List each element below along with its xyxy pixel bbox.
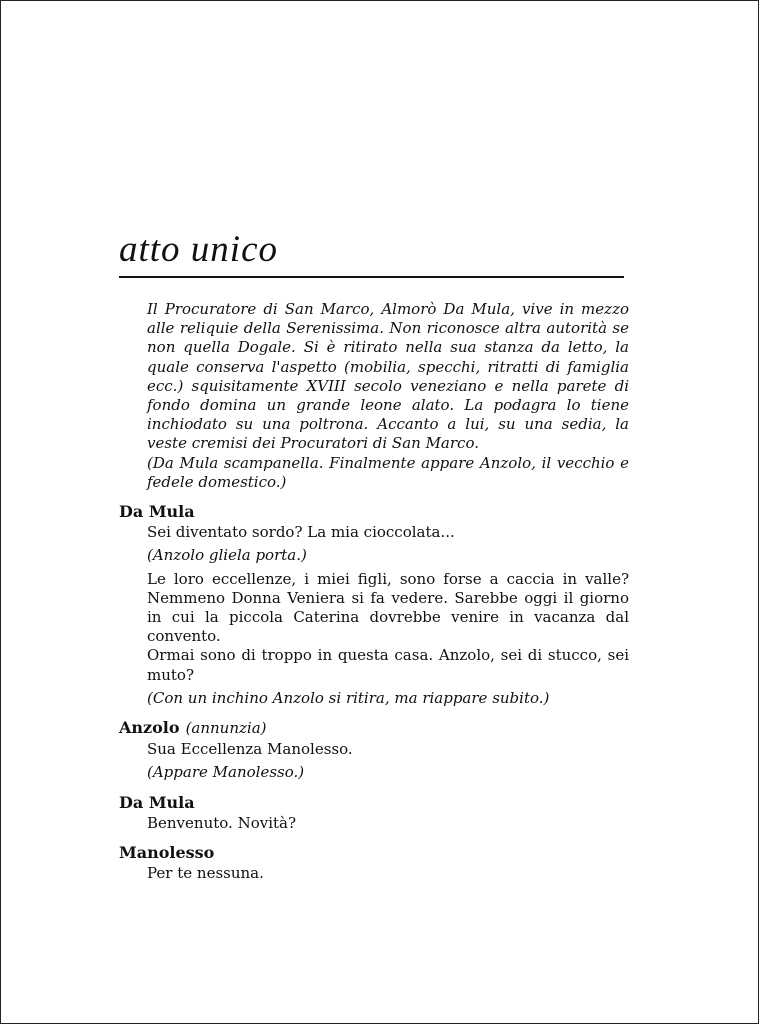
stage-direction: (Da Mula scampanella. Finalmente appare Anzolo, il vecchio e fedele domestico.) xyxy=(147,453,629,491)
spoken-line: Sei diventato sordo? La mia cioccolata... xyxy=(147,523,455,542)
speaker-name: Manolesso xyxy=(119,843,215,863)
page-title: atto unico xyxy=(119,229,279,270)
stage-direction: Il Procuratore di San Marco, Almorò Da Mula, vive in mezzo alle reliquie della Serenissima. Non riconosce altra autorità se non quella Dogale. Si è ritirato nella sua stanza da letto, la quale conserva l'aspetto (mobilia, specchi, ritratti di famiglia ecc.) squisitamente XVIII secolo veneziano e nella parete di fondo domina un grande leone alato. La podagra lo tiene inchiodato su una poltrona. Accanto a lui, su una sedia, la veste cremisi dei Procuratori di San Marco. xyxy=(147,300,629,453)
play-text xyxy=(119,300,629,887)
spoken-line: Benvenuto. Novità? xyxy=(147,813,297,832)
spoken-line: Per te nessuna. xyxy=(147,864,264,883)
speaker-aside: (annunzia) xyxy=(185,719,267,738)
stage-direction: (Con un inchino Anzolo si ritira, ma riappare subito.) xyxy=(147,688,550,707)
speaker-name: Da Mula xyxy=(119,792,195,812)
stage-directions-intro xyxy=(147,300,629,492)
dialogue-block xyxy=(119,793,629,833)
spoken-line: Le loro eccellenze, i miei figli, sono forse a caccia in valle? Nemmeno Donna Veniera si fa vedere. Sarebbe oggi il giorno in cui la piccola Caterina dovrebbe venire in vacanza dal convento. xyxy=(147,569,629,646)
spoken-line: Ormai sono di troppo in questa casa. Anzolo, sei di stucco, sei muto? xyxy=(147,646,629,684)
stage-direction: (Appare Manolesso.) xyxy=(147,763,305,782)
title-rule xyxy=(119,276,624,278)
dialogue-block xyxy=(119,843,629,883)
spoken-line: Sua Eccellenza Manolesso. xyxy=(147,740,353,759)
speaker-name: Da Mula xyxy=(119,502,195,522)
speaker-name: Anzolo (annunzia) xyxy=(119,718,267,738)
stage-direction: (Anzolo gliela porta.) xyxy=(147,546,307,565)
dialogue-block xyxy=(119,718,629,783)
dialogue-block xyxy=(119,502,629,708)
